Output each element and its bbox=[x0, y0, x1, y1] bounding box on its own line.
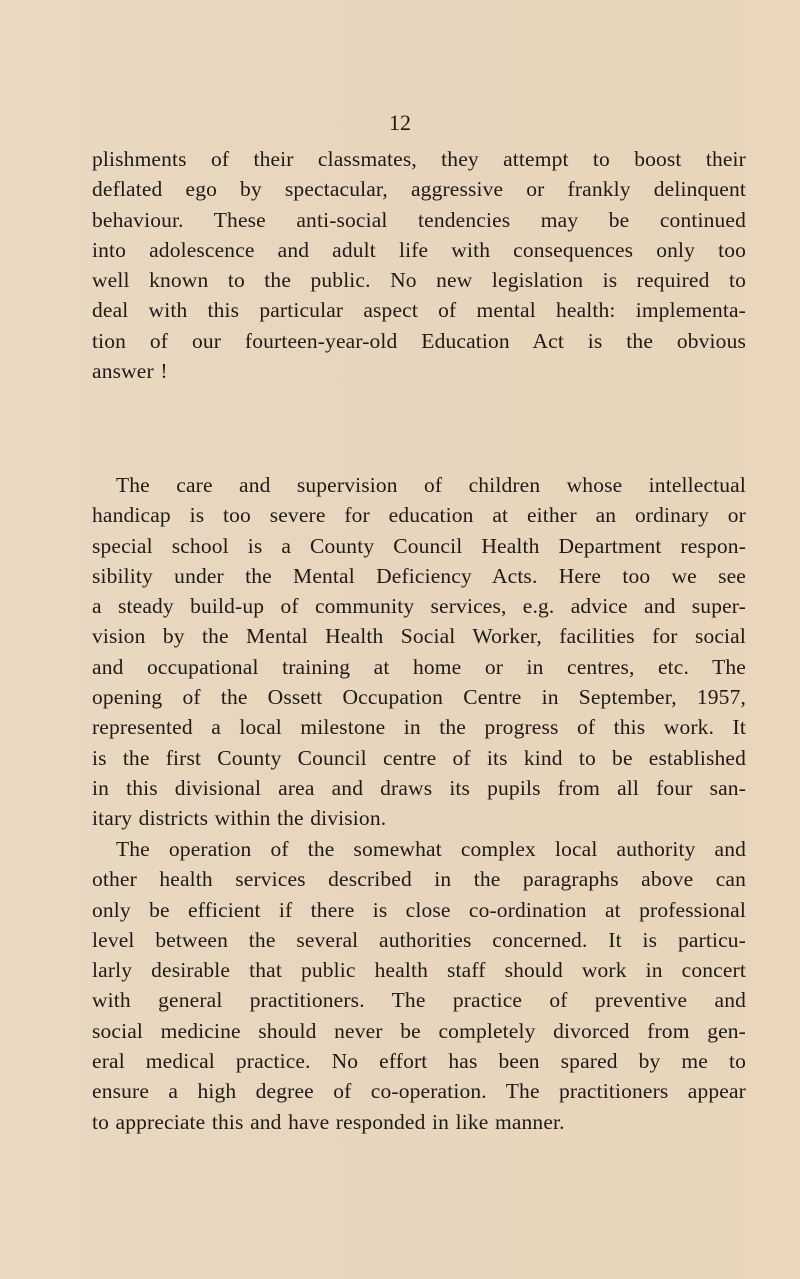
paragraph-behaviour bbox=[92, 144, 746, 386]
text-line: larly desirable that public health staff should work in concert bbox=[92, 958, 746, 983]
text-line: well known to the public. No new legislation is required to bbox=[92, 268, 746, 293]
text-line: in this divisional area and draws its pupils from all four san- bbox=[92, 775, 746, 800]
text-line: vision by the Mental Health Social Worker, facilities for social bbox=[92, 624, 746, 649]
text-line: level between the several authorities concerned. It is particu- bbox=[92, 927, 746, 952]
text-line: itary districts within the division. bbox=[92, 806, 387, 831]
text-line: deflated ego by spectacular, aggressive or frankly delinquent bbox=[92, 177, 746, 202]
text-line: tion of our fourteen-year-old Education Act is the obvious bbox=[92, 328, 746, 353]
text-line: and occupational training at home or in centres, etc. The bbox=[92, 654, 746, 679]
text-line: handicap is too severe for education at either an ordinary or bbox=[92, 503, 746, 528]
text-line: only be efficient if there is close co-ordination at professional bbox=[92, 897, 746, 922]
text-line: deal with this particular aspect of mental health: implementa- bbox=[92, 298, 746, 323]
text-line: eral medical practice. No effort has been spared by me to bbox=[92, 1049, 746, 1074]
page-number: 12 bbox=[389, 110, 411, 135]
text-line: special school is a County Council Health Department respon- bbox=[92, 533, 746, 558]
paragraph-coordination bbox=[92, 834, 746, 1137]
text-line: a steady build-up of community services, e.g. advice and super- bbox=[92, 594, 746, 619]
text-line: other health services described in the paragraphs above can bbox=[92, 867, 746, 892]
text-line: represented a local milestone in the progress of this work. It bbox=[92, 715, 746, 740]
paragraph-mental-deficiency bbox=[92, 470, 746, 834]
text-line: The care and supervision of children whose intellectual bbox=[116, 473, 746, 497]
text-line: with general practitioners. The practice of preventive and bbox=[92, 988, 746, 1013]
text-line: into adolescence and adult life with consequences only too bbox=[92, 237, 746, 262]
text-line: opening of the Ossett Occupation Centre in September, 1957, bbox=[92, 685, 746, 710]
text-line: ensure a high degree of co-operation. The practitioners appear bbox=[92, 1079, 746, 1104]
text-line: social medicine should never be completely divorced from gen- bbox=[92, 1018, 746, 1043]
text-line: is the first County Council centre of its kind to be established bbox=[92, 745, 746, 770]
text-line: The operation of the somewhat complex local authority and bbox=[116, 837, 746, 861]
text-line: answer ! bbox=[92, 359, 168, 384]
text-line: to appreciate this and have responded in like manner. bbox=[92, 1109, 565, 1134]
text-line: sibility under the Mental Deficiency Acts. Here too we see bbox=[92, 563, 746, 588]
text-line: behaviour. These anti-social tendencies may be continued bbox=[92, 207, 746, 232]
text-line: plishments of their classmates, they attempt to boost their bbox=[92, 147, 746, 171]
